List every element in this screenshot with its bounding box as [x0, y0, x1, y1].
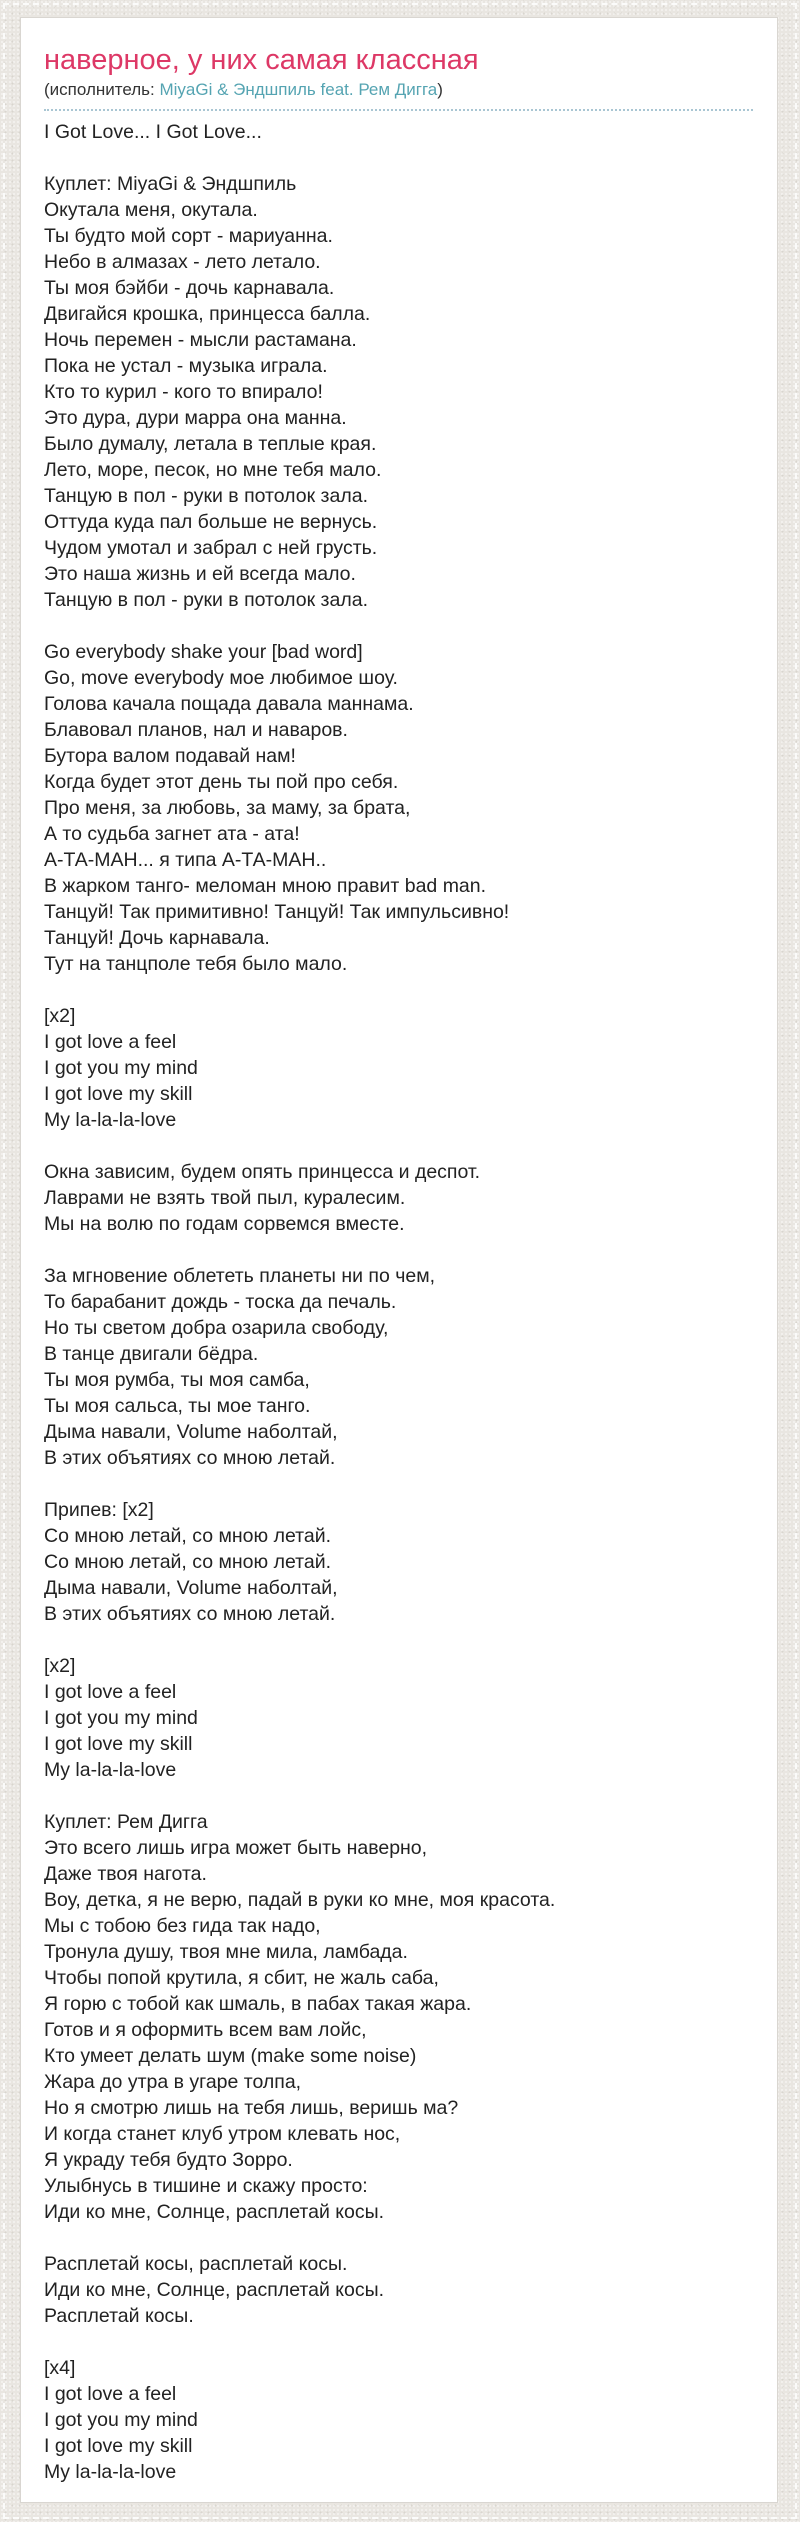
- lyric-line: Ты моя сальса, ты мое танго.: [44, 1395, 311, 1417]
- lyric-line: Жара до утра в угаре толпа,: [44, 2071, 302, 2093]
- lyric-line: А то судьба загнет ата - ата!: [44, 823, 300, 845]
- lyric-line: Припев: [x2]: [44, 1499, 154, 1521]
- lyric-line: I got you my mind: [44, 1707, 198, 1729]
- lyric-line: И когда станет клуб утром клевать нос,: [44, 2123, 401, 2145]
- lyric-line: Двигайся крошка, принцесса балла.: [44, 303, 371, 325]
- lyric-line: Мы с тобою без гида так надо,: [44, 1915, 321, 1937]
- lyric-line: I got love a feel: [44, 2383, 177, 2405]
- lyric-line: [x2]: [44, 1655, 76, 1677]
- lyric-line: [44, 2225, 753, 2251]
- lyric-line: Блавовал планов, нал и наваров.: [44, 719, 348, 741]
- lyric-line: [44, 613, 753, 639]
- lyric-line: Танцую в пол - руки в потолок зала.: [44, 485, 368, 507]
- lyric-line: Иди ко мне, Солнце, расплетай косы.: [44, 2279, 385, 2301]
- lyric-line: А-ТА-МАН... я типа А-ТА-МАН..: [44, 849, 327, 871]
- lyric-line: Лаврами не взять твой пыл, куралесим.: [44, 1187, 406, 1209]
- lyric-line: Голова качала пощада давала маннама.: [44, 693, 414, 715]
- lyric-line: Go everybody shake your [bad word]: [44, 641, 363, 663]
- lyric-line: Оттуда куда пал больше не вернусь.: [44, 511, 378, 533]
- lyric-line: Было думалу, летала в теплые края.: [44, 433, 377, 455]
- lyric-line: Ты будто мой сорт - мариуанна.: [44, 225, 333, 247]
- lyric-line: My la-la-la-love: [44, 2461, 177, 2483]
- lyric-line: My la-la-la-love: [44, 1109, 177, 1131]
- lyric-line: Ночь перемен - мысли растамана.: [44, 329, 357, 351]
- lyric-line: Иди ко мне, Солнце, расплетай косы.: [44, 2201, 385, 2223]
- lyric-line: В этих объятиях со мною летай.: [44, 1447, 336, 1469]
- lyric-line: Ты моя румба, ты моя самба,: [44, 1369, 310, 1391]
- lyric-line: Танцуй! Так примитивно! Танцуй! Так импульсивно!: [44, 901, 510, 923]
- lyric-line: Тут на танцполе тебя было мало.: [44, 953, 348, 975]
- lyric-line: I got love a feel: [44, 1031, 177, 1053]
- lyric-line: Go, move everybody мое любимое шоу.: [44, 667, 398, 689]
- lyric-line: Это всего лишь игра может быть наверно,: [44, 1837, 428, 1859]
- lyric-line: I got love my skill: [44, 1083, 193, 1105]
- lyric-line: Куплет: Рем Дигга: [44, 1811, 208, 1833]
- lyric-line: I got you my mind: [44, 1057, 198, 1079]
- lyric-line: [44, 1237, 753, 1263]
- lyric-line: Небо в алмазах - лето летало.: [44, 251, 321, 273]
- lyric-line: Кто то курил - кого то впирало!: [44, 381, 323, 403]
- artist-label-prefix: (исполнитель:: [44, 80, 160, 99]
- artist-link[interactable]: MiyaGi & Эндшпиль feat. Рем Дигга: [159, 80, 438, 99]
- lyric-line: Но ты светом добра озарила свободу,: [44, 1317, 389, 1339]
- lyric-line: I got love a feel: [44, 1681, 177, 1703]
- lyric-line: Это наша жизнь и ей всегда мало.: [44, 563, 356, 585]
- lyric-line: Про меня, за любовь, за маму, за брата,: [44, 797, 411, 819]
- lyric-line: [44, 1783, 753, 1809]
- lyric-line: I Got Love... I Got Love...: [44, 121, 262, 143]
- lyric-line: [44, 2329, 753, 2355]
- content-card: [20, 17, 778, 2503]
- lyric-line: Расплетай косы, расплетай косы.: [44, 2253, 348, 2275]
- lyric-line: Когда будет этот день ты пой про себя.: [44, 771, 399, 793]
- lyric-line: Чудом умотал и забрал с ней грусть.: [44, 537, 378, 559]
- lyric-line: Танцуй! Дочь карнавала.: [44, 927, 270, 949]
- lyric-line: [x4]: [44, 2357, 76, 2379]
- lyric-line: Готов и я оформить всем вам лойс,: [44, 2019, 367, 2041]
- lyric-line: Это дура, дури марра она манна.: [44, 407, 347, 429]
- lyric-line: [44, 1627, 753, 1653]
- page-title: наверное, у них самая классная: [44, 44, 479, 76]
- lyric-line: Бутора валом подавай нам!: [44, 745, 296, 767]
- lyric-line: Со мною летай, со мною летай.: [44, 1551, 332, 1573]
- lyric-line: My la-la-la-love: [44, 1759, 177, 1781]
- lyric-line: В жарком танго- меломан мною правит bad man.: [44, 875, 487, 897]
- lyric-line: Ты моя бэйби - дочь карнавала.: [44, 277, 335, 299]
- lyric-line: Кто умеет делать шум (make some noise): [44, 2045, 417, 2067]
- lyric-line: За мгновение облететь планеты ни по чем,: [44, 1265, 436, 1287]
- lyric-line: I got love my skill: [44, 2435, 193, 2457]
- lyric-line: Окутала меня, окутала.: [44, 199, 258, 221]
- lyric-line: Окна зависим, будем опять принцесса и деспот.: [44, 1161, 481, 1183]
- lyric-line: [x2]: [44, 1005, 76, 1027]
- lyric-line: Я горю с тобой как шмаль, в пабах такая жара.: [44, 1993, 472, 2015]
- lyric-line: Мы на волю по годам сорвемся вместе.: [44, 1213, 405, 1235]
- lyric-line: Улыбнусь в тишине и скажу просто:: [44, 2175, 368, 2197]
- lyric-line: Со мною летай, со мною летай.: [44, 1525, 332, 1547]
- lyric-line: I got you my mind: [44, 2409, 198, 2431]
- lyric-line: Даже твоя нагота.: [44, 1863, 207, 1885]
- lyric-line: Я украду тебя будто Зорро.: [44, 2149, 293, 2171]
- lyric-line: [44, 977, 753, 1003]
- lyric-line: Куплет: MiyaGi & Эндшпиль: [44, 173, 297, 195]
- lyric-line: Но я смотрю лишь на тебя лишь, веришь ма?: [44, 2097, 459, 2119]
- lyric-line: Расплетай косы.: [44, 2305, 194, 2327]
- lyric-line: В танце двигали бёдра.: [44, 1343, 259, 1365]
- lyric-line: Дыма навали, Volume наболтай,: [44, 1577, 338, 1599]
- lyrics: [44, 119, 753, 2485]
- lyric-line: Танцую в пол - руки в потолок зала.: [44, 589, 368, 611]
- lyric-line: Лето, море, песок, но мне тебя мало.: [44, 459, 382, 481]
- lyric-line: I got love my skill: [44, 1733, 193, 1755]
- artist-label-suffix: ): [437, 80, 443, 99]
- lyric-line: В этих объятиях со мною летай.: [44, 1603, 336, 1625]
- lyric-line: То барабанит дождь - тоска да печаль.: [44, 1291, 397, 1313]
- lyric-line: Пока не устал - музыка играла.: [44, 355, 328, 377]
- lyric-line: Тронула душу, твоя мне мила, ламбада.: [44, 1941, 408, 1963]
- lyric-line: Воу, детка, я не верю, падай в руки ко мне, моя красота.: [44, 1889, 556, 1911]
- lyric-line: Дыма навали, Volume наболтай,: [44, 1421, 338, 1443]
- lyric-line: [44, 1471, 753, 1497]
- lyric-line: Чтобы попой крутила, я сбит, не жаль саба,: [44, 1967, 439, 1989]
- lyric-line: [44, 1133, 753, 1159]
- artist-line: [44, 79, 753, 111]
- lyric-line: [44, 145, 753, 171]
